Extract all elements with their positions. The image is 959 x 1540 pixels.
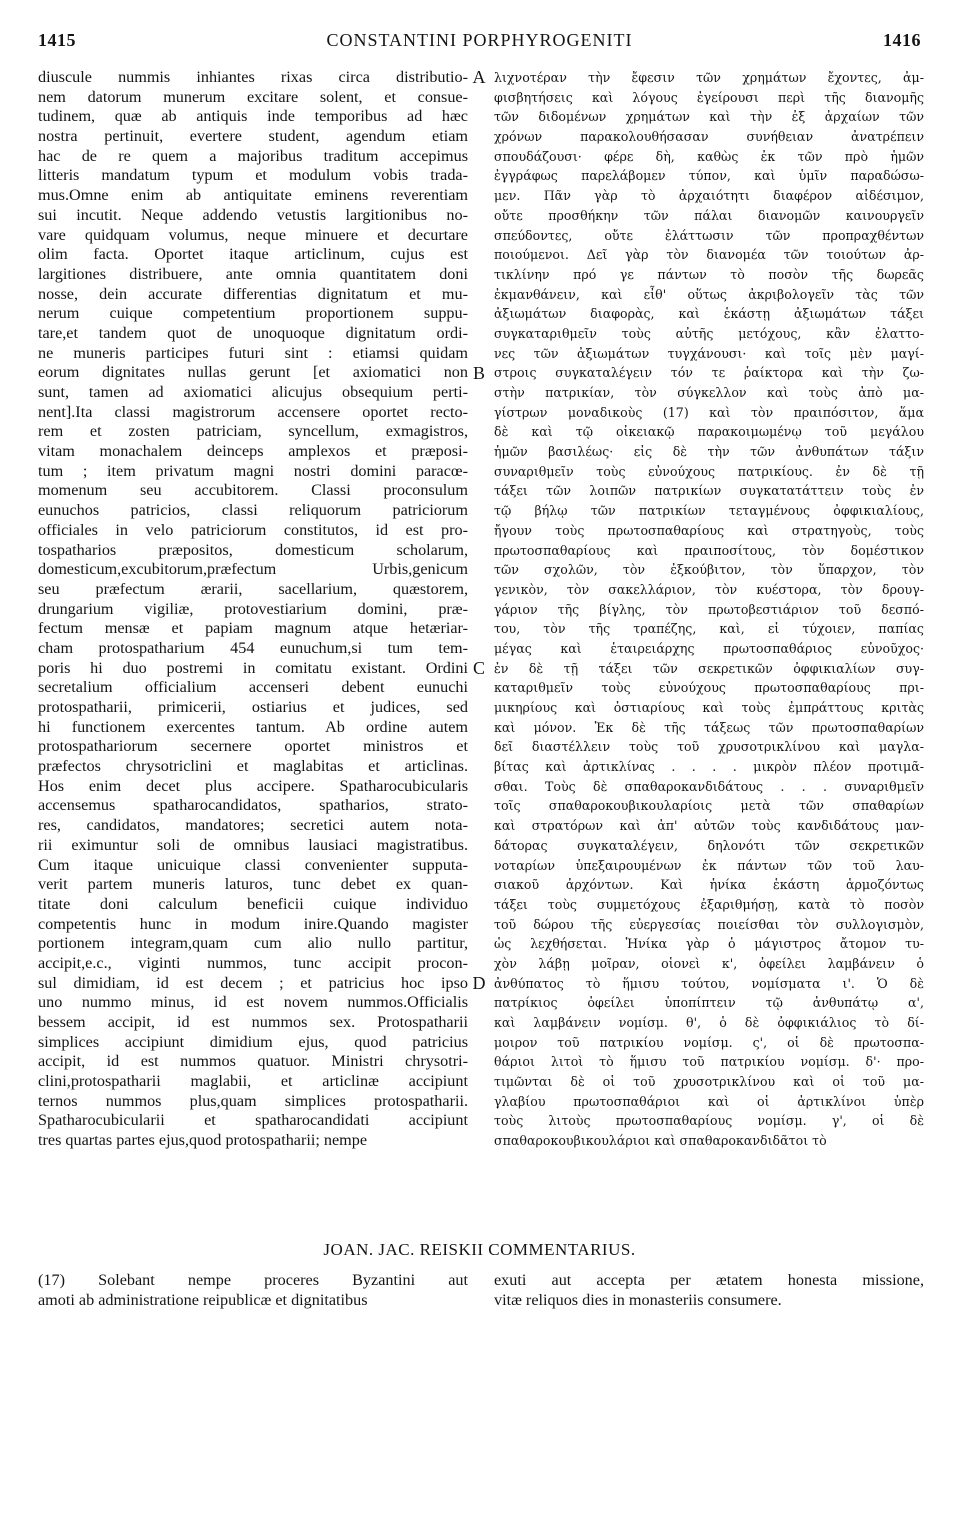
greek-text-line: του, τὸν τῆς τραπέζης, καὶ, εἰ τύχοιεν, παπίας [494, 621, 924, 637]
greek-text-line: χρόνων παρακολουθήσασαν συνήθειαν ἀνατρέπειν [494, 129, 924, 145]
margin-marker: D [472, 973, 486, 994]
greek-text-line: σπουδάζουσι· φέρε δὴ, καθὼς ἐκ τῶν πρὸ ἡμῶν [494, 148, 924, 164]
margin-marker: B [472, 362, 485, 383]
latin-text-line: portionem integram,quam cum alio nullo partitur, [38, 934, 468, 953]
latin-text-line: litteris mandatum typum et modulum vobis trada- [38, 166, 468, 185]
greek-text-line: ἐν δὲ τῇ τάξει τῶν σεκρετικῶν ὀφφικιαλίων συγ- [494, 660, 924, 676]
greek-text-line: τικλίνην πρό γε πάντων τὸ ποσὸν τῆς δωρεᾶς [494, 266, 924, 282]
greek-text-line: ὡς λεχθήσεται. Ἡνίκα γὰρ ὁ μάγιστρος ἄτομον τυ- [494, 936, 924, 952]
latin-text-line: rii eximuntur soli de omnibus lausiaci magistratibus. [38, 835, 468, 854]
latin-text-line: Spatharocubicularii et spatharocandidati accipiunt [38, 1111, 468, 1130]
greek-text-line: οὔτε προσθήκην τῶν πάλαι διανομῶν καινουργεῖν [494, 207, 924, 223]
latin-text-line: protospathariorum secernere oportet ministros et [38, 737, 468, 756]
latin-text-line: nerum cuique competentium proportionem suppu- [38, 304, 468, 323]
latin-text-line: rem et zosten patriciam, syncellum, exmagistros, [38, 422, 468, 441]
latin-text-line: tare,et tandem quot de unoquoque dignitatum ordi- [38, 323, 468, 342]
greek-text-line: τιμῶνται δὲ οἱ τοῦ χρυσοτρικλίνου καὶ οἱ τοῦ μα- [494, 1074, 924, 1090]
latin-text-line: cham protospatharium 454 eunuchum,si tum tem- [38, 638, 468, 657]
latin-text-line: accensemus spatharocandidatos, spatharios, strato- [38, 796, 468, 815]
commentary-note-left [38, 1271, 468, 1310]
latin-text-line: vitam monachalem deinceps amplexos et præposi- [38, 442, 468, 461]
latin-text-line: accipit,e.c., viginti nummos, tunc accipit procon- [38, 953, 468, 972]
margin-marker: C [472, 658, 485, 678]
greek-text-line: μικηρίους καὶ ὀστιαρίους καὶ τοὺς ἐμπράττους κριτὰς [494, 700, 924, 715]
greek-text-line: ἐγγράφως παρελάβομεν τύπον, καὶ ὑμῖν παραδώσω- [494, 168, 924, 184]
latin-text-line: vare quidquam volumus, neque minuere et decurtare [38, 225, 468, 244]
latin-text-line: nosse, dein accurate differentias dignitatum et mu- [38, 284, 468, 303]
latin-text-line: tospatharios præpositos, domesticum scholarum, [38, 540, 468, 559]
latin-text-line: poris hi duo postremi in comitatu existant. Ordini [38, 658, 468, 677]
latin-text-line: sunt, tamen ad axiomatici alicujus obsequium perti- [38, 383, 468, 401]
note-line: amoti ab administratione reipublicæ et dignitatibus [38, 1290, 368, 1309]
greek-text-line: συναριθμεῖν τοὺς εὐνούχους πατρικίους. ἐν δὲ τῇ [494, 463, 924, 479]
greek-text-line: πατρίκιος ὀφείλει ὑποπίπτειν τῷ ἀνθυπάτῳ α', [494, 995, 924, 1011]
greek-text-line: σπαθαροκουβικουλάριοι καὶ σπαθαροκανδιδᾶτοι τὸ [494, 1133, 827, 1149]
latin-text-line: mus.Omne enim ab antiquitate eminens reverentiam [38, 186, 468, 205]
greek-text-line: τάξει τοὺς συμμετόχους ἐξαριθμήσῃ, κατὰ τὸ ποσὸν [494, 896, 924, 912]
latin-text-line: diuscule nummis inhiantes rixas circa distributio- [38, 68, 468, 86]
greek-text-line: μεν. Πᾶν γὰρ τὸ ἀρχαιότητι διαφέρον αἰδέσιμον, [494, 188, 924, 204]
greek-text-line: σθαι. Τοὺς δὲ σπαθαροκανδιδάτους . . . συναριθμεῖν [494, 778, 924, 794]
latin-text-line: officiales in velo patriciorum constitutos, id est pro- [38, 520, 468, 539]
greek-text-line: σιακοῦ ἀρχόντων. Καὶ ἡνίκα ἑκάστη ἁρμοζόντως [494, 877, 924, 893]
greek-text-line: ποιούμενοι. Δεῖ γὰρ τὸν διανομέα τῶν τοιούτων ἀρ- [494, 247, 924, 263]
latin-text-line: accipit, id est nummos quatuor. Ministri chrysotri- [38, 1052, 468, 1071]
latin-text-line: eunuchos patricios, classi reliquorum patriciorum [38, 501, 468, 520]
greek-text-line: δὲ καὶ τῷ οἰκειακῷ παρακοιμωμένῳ τοῦ μεγάλου [494, 424, 924, 440]
greek-text-line: φισβητήσεις καὶ λόγους ἐγείρουσι περὶ τῆς διανομῆς [494, 89, 924, 105]
latin-text-line: Cum itaque unicuique classi convenienter supputa- [38, 855, 468, 874]
greek-text-line: τῶν σχολῶν, τὸν ἐξκούβιτον, τὸν ὕπαρχον, τὸν [494, 562, 924, 578]
greek-text-line: νες τῶν ἀξιωμάτων τυγχάνουσι· καὶ τοῖς μὲν μαγί- [494, 345, 924, 361]
latin-text-line: olim facta. Oportet itaque articlinum, cujus est [38, 245, 468, 264]
running-title: CONSTANTINI PORPHYROGENITI [326, 30, 633, 50]
latin-text-line: præfectos chrysotriclini et maglabitas et articlinas. [38, 757, 468, 776]
latin-text-line: uno nummo minus, id est novem nummos.Officialis [38, 993, 468, 1012]
margin-marker: A [472, 67, 486, 87]
latin-text-line: bessem accipit, id est nummos sex. Protospatharii [38, 1013, 468, 1031]
latin-text-line: tres quartas partes ejus,quod protospatharii; nempe [38, 1131, 368, 1150]
page-number-left: 1415 [38, 30, 76, 50]
latin-text-line: largitiones distribuere, ante omnia quantitatem doni [38, 264, 468, 283]
latin-text-line: verit partem muneris laturos, tunc debet ex quan- [38, 875, 468, 894]
latin-text-line: tudinem, quæ ab antiquis inde temporibus ad hæc [38, 107, 468, 126]
greek-text-line: μοιρον τοῦ πατρικίου νομίσμ. ς', οἱ δὲ πρωτοσπα- [494, 1034, 924, 1050]
latin-text-line: momenum seu accubitorem. Classi proconsulum [38, 481, 468, 500]
greek-text-line: πρωτοσπαθαρίους καὶ πραιποσίτους, τὸν δομέστικον [494, 542, 924, 558]
commentary-title: JOAN. JAC. REISKII COMMENTARIUS. [323, 1240, 636, 1259]
latin-text-line: nem datorum munerum excitare solent, et consue- [38, 87, 468, 106]
greek-text-line: ἀνθύπατος τὸ ἥμισυ τούτου, νομίσματα ι'. Ὁ δὲ [494, 975, 924, 991]
note-line: exuti aut accepta per ætatem honesta missione, [494, 1271, 924, 1289]
greek-text-line: δάτορας συγκαταλέγειν, δηλονότι τῶν σεκρετικῶν [494, 837, 924, 853]
greek-text-line: γίστρων μοναδικοὺς (17) καὶ τὸν πραιπόσιτον, ἅμα [494, 404, 924, 420]
latin-text-line: eorum dignitates nullas gerunt [et axiomatici non [38, 363, 468, 382]
latin-text-line: protospatharii, primicerii, ostiarius et judices, sed [38, 698, 468, 716]
latin-text-line: res, candidatos, mandatores; secretici autem nota- [38, 816, 468, 835]
latin-text-line: seu præfectum ærarii, sacellarium, quæstorem, [38, 579, 468, 598]
latin-text-line: nostra pertinuit, evertere student, agendum etiam [38, 127, 468, 146]
latin-text-line: simplices accipiunt dimidium ejus, quod patricius [38, 1032, 468, 1051]
latin-text-line: competentis hunc in modum inire.Quando magister [38, 914, 468, 933]
greek-text-line: βίτας καὶ ἀρτικλίνας . . . . μικρὸν πλέον προτιμᾶ- [494, 759, 924, 775]
commentary-note-right [494, 1271, 924, 1310]
greek-text-line: τοῖς σπαθαροκουβικουλαρίοις μετὰ τῶν σπαθαρίων [494, 798, 924, 814]
greek-text-line: σπεύδοντες, οὔτε ἐλάττωσιν τῶν προπραχθέντων [494, 227, 924, 243]
greek-text-line: στὴν πατρικίαν, τὸν σύγκελλον καὶ τοὺς ἀπὸ μα- [494, 385, 924, 400]
greek-text-line: καὶ μόνον. Ἐκ δὲ τῆς τάξεως τῶν πρωτοσπαθαρίων [494, 719, 924, 735]
greek-text-line: νοταρίων ὑπεξαιρουμένων ἐκ πάντων τῶν τοῦ λαυ- [494, 857, 924, 873]
greek-text-line: τάξει τῶν λοιπῶν πατρικίων συγκατατάττειν τοὺς ἐν [494, 483, 924, 499]
greek-text-line: μέγας καὶ ἑταιρειάρχης πρωτοσπαθάριος εὐνοῦχος· [494, 640, 924, 656]
greek-text-line: συγκαταριθμεῖν τοὺς αὐτῆς μετόχους, κἂν ἐλαττο- [494, 325, 924, 341]
latin-text-line: hac de re quem a majoribus traditum accepimus [38, 146, 468, 165]
latin-text-line: sui incutit. Neque addendo vetustis largitionibus no- [38, 205, 468, 224]
greek-text-line: ἀξιωμάτων διαφορὰς, καὶ ἑκάστῃ ἀξιωμάτων τάξει [494, 306, 924, 322]
latin-text-line: clini,protospatharii maglabii, et articlinæ accipiunt [38, 1072, 468, 1091]
running-header [38, 30, 921, 60]
latin-text-line: Hos enim decet plus accipere. Spatharocubicularis [38, 776, 468, 795]
latin-text-line: drungarium vigiliæ, protovestiarium domini, præ- [38, 599, 468, 618]
note-line: (17) Solebant nempe proceres Byzantini aut [38, 1271, 468, 1289]
page-number-right: 1416 [883, 30, 921, 50]
greek-text-line: γενικὸν, τὸν σακελλάριον, τὸν κυέστορα, τὸν δρουγ- [494, 581, 924, 597]
greek-text-line: ἤγουν τοὺς πρωτοσπαθαρίους καὶ στρατηγοὺς, τοὺς [494, 522, 924, 538]
latin-text-line: secretalium officialium accenseri debent eunuchi [38, 678, 468, 697]
latin-text-line: nent].Ita classi magistrorum accensere oportet recto- [38, 402, 468, 421]
latin-text-line: tum ; item privatum magni nostri domini paracœ- [38, 461, 468, 480]
greek-text-line: τοὺς λιτοὺς πρωτοσπαθαρίους νομίσμ. γ', οἱ δὲ [494, 1113, 924, 1129]
latin-text-line: ne muneris participes futuri sint : etiamsi quidam [38, 343, 468, 362]
greek-text-line: καὶ στρατόρων καὶ ἀπ' αὐτῶν τοὺς κανδιδάτους μαν- [494, 818, 924, 834]
greek-text-line: δεῖ διαστέλλειν τοὺς τοῦ χρυσοτρικλίνου καὶ μαγλα- [494, 739, 924, 755]
latin-text-line: titate doni calculum beneficii cuique individuo [38, 894, 468, 913]
greek-text-line: τῶν διδομένων χρημάτων καὶ τὴν ἐξ ἀρχαίων τῶν [494, 109, 924, 125]
latin-text-line: hi functionem exercentes tantum. Ab ordine autem [38, 717, 468, 736]
latin-text-line: sul dimidiam, id est decem ; et patricius hoc ipso [38, 973, 468, 992]
greek-text-line: χὸν λάβῃ μοῖραν, οἱονεὶ κ', ὀφείλει λαμβάνειν ὁ [494, 955, 924, 971]
greek-text-line: τοῦ δώρου τῆς εὐεργεσίας ποιείσθαι τὸν συλλογισμὸν, [494, 916, 924, 932]
greek-text-line: ἐκμανθάνειν, καὶ εἶθ' οὕτως ἀκριβολογεῖν τὰς τῶν [494, 286, 924, 302]
greek-text-line: γάριον τῆς βίγλης, τὸν πρωτοβεστιάριον τοῦ δεσπό- [494, 601, 924, 617]
greek-text-line: καταριθμεῖν τοὺς εὐνούχους πρωτοσπαθαρίους πρι- [494, 680, 924, 696]
greek-text-line: τῷ βήλῳ τῶν πατρικίων τεταγμένους ὀφφικιαλίους, [494, 503, 924, 519]
latin-text-line: domesticum,excubitorum,præfectum Urbis,genicum [38, 560, 468, 579]
greek-text-line: λιχνοτέραν τὴν ἔφεσιν τῶν χρημάτων ἔχοντες, ἀμ- [494, 70, 924, 85]
greek-text-line: στροις συγκαταλέγειν τόν τε ῥαίκτορα καὶ τὴν ζω- [494, 365, 924, 381]
greek-column [494, 68, 924, 1151]
latin-text-line: fectum mensæ et papiam magnum atque hetæriar- [38, 619, 468, 638]
greek-text-line: θάριοι λιτοὶ τὸ ἥμισυ τοῦ πατρικίου νομίσμ. δ'· προ- [494, 1054, 924, 1070]
greek-text-line: καὶ λαμβάνειν νομίσμ. θ', ὁ δὲ ὀφφικιάλιος τὸ δί- [494, 1015, 924, 1030]
latin-column [38, 68, 468, 1151]
greek-text-line: γλαβίου πρωτοσπαθάριοι καὶ οἱ ἀρτικλίνοι ὑπὲρ [494, 1093, 924, 1109]
latin-text-line: ternos nummos plus,quam simplices protospatharii. [38, 1091, 468, 1110]
greek-text-line: ἡμῶν βασιλέως· εἰς δὲ τὴν τῶν ἀνθυπάτων τάξιν [494, 444, 924, 460]
note-line: vitæ reliquos dies in monasteriis consumere. [494, 1290, 782, 1309]
